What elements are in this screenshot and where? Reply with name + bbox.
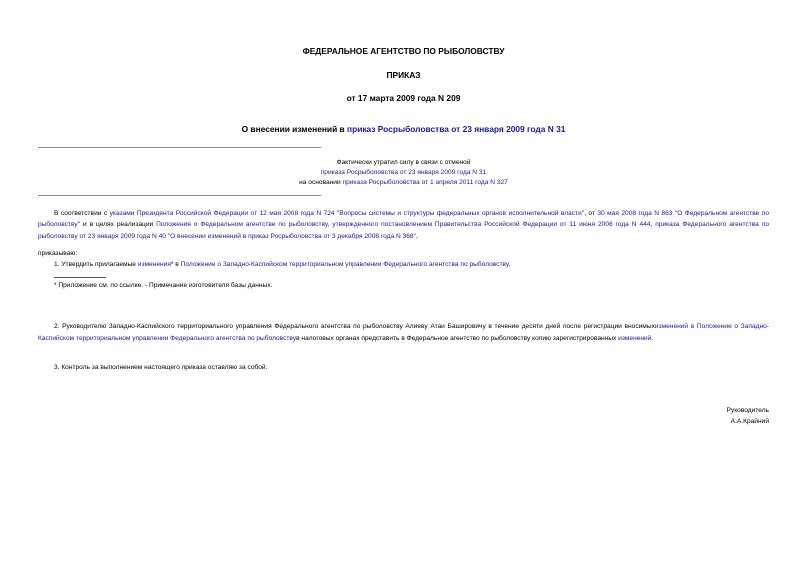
item1-text-3: .: [508, 261, 511, 268]
footnote-separator: [54, 277, 106, 278]
item1-link-changes[interactable]: изменения: [137, 261, 171, 268]
date-number-heading: от 17 марта 2009 года N 209: [346, 93, 461, 103]
item1-text-2: * в: [170, 261, 181, 268]
separator-bottom: [38, 195, 321, 196]
preamble-text-5: ,: [415, 232, 418, 240]
agency-heading: ФЕДЕРАЛЬНОЕ АГЕНТСТВО ПО РЫБОЛОВСТВУ: [302, 46, 505, 56]
order-word: приказываю:: [38, 250, 78, 257]
footnote: * Приложение см. по ссылке. - Примечание изготовителя базы данных.: [54, 282, 273, 289]
item2-link-changes-2[interactable]: изменений: [618, 334, 652, 342]
item2-text-1: 2. Руководителю Западно-Каспийского территориального управления Федерального агентства по рыболовству Алиеву Атаи Башировичу в течение десяти дней после регистрации вносимых: [54, 323, 655, 330]
signature-name: А.А.Крайний: [730, 418, 769, 425]
item1-text-1: 1. Утвердить прилагаемые: [54, 261, 138, 268]
status-note-line3: [0, 178, 807, 188]
status-note-link-2[interactable]: приказа Росрыболовства от 1 апреля 2011 года N 327: [342, 179, 508, 186]
preamble-text-4: ,: [650, 221, 656, 229]
signature-position: Руководитель: [726, 407, 769, 414]
doc-type-heading: ПРИКАЗ: [386, 70, 421, 80]
preamble-text-1: В соответствии с: [54, 210, 110, 217]
item2-text-3: .: [651, 334, 654, 342]
preamble-text-3: и в целях реализации: [80, 221, 157, 229]
item-3: 3. Контроль за выполнением настоящего приказа оставляю за собой.: [54, 364, 268, 371]
status-note-line1: Фактически утратил силу в связи с отменой: [336, 159, 471, 166]
item2-text-2: в налоговых органах представить в Федеральное агентство по рыболовству копию зарегистрированных: [296, 334, 619, 342]
preamble-link-regulation[interactable]: Положения о Федеральном агентстве по рыболовству, утвержденного постановлением Правительства Российской Федерации от 11 июня 2008 года N 444: [156, 221, 651, 229]
preamble-link-decree-863[interactable]: 30 мая 2008 года N 863 "О Федеральном агентстве по рыболовству": [38, 210, 770, 229]
status-note-link-1[interactable]: приказа Росрыболовства от 23 января 2009 года N 31: [320, 169, 487, 176]
status-note-line2: [0, 168, 807, 178]
title-link[interactable]: приказ Росрыболовства от 23 января 2009 года N 31: [347, 124, 566, 134]
preamble-paragraph: [38, 208, 769, 242]
title-prefix: О внесении изменений в: [241, 124, 348, 134]
preamble-link-order-40[interactable]: приказа Федерального агентства по рыболовству от 23 января 2009 года N 40 "О внесении изменений в приказ Росрыболовства от 3 декабря 2008 года N 368": [38, 221, 769, 240]
item2-link-changes[interactable]: изменений в Положение о Западно-Каспийском территориальном управлении Федерального агентства по рыболовству: [38, 323, 769, 342]
status-note-prefix: на основании: [299, 179, 343, 186]
item-1: [54, 260, 510, 270]
preamble-link-decree-724[interactable]: указами Президента Российской Федерации от 12 мая 2008 года N 724 "Вопросы системы и структуры федеральных органов исполнительной власти": [109, 210, 585, 217]
item-2-paragraph: [38, 321, 769, 344]
separator-top: [38, 147, 321, 148]
preamble-text-2: , от: [584, 210, 598, 217]
item1-link-regulation[interactable]: Положение о Западно-Каспийском территориальном управлении Федерального агентства по рыболовству: [180, 261, 509, 268]
document-title: [0, 124, 807, 134]
